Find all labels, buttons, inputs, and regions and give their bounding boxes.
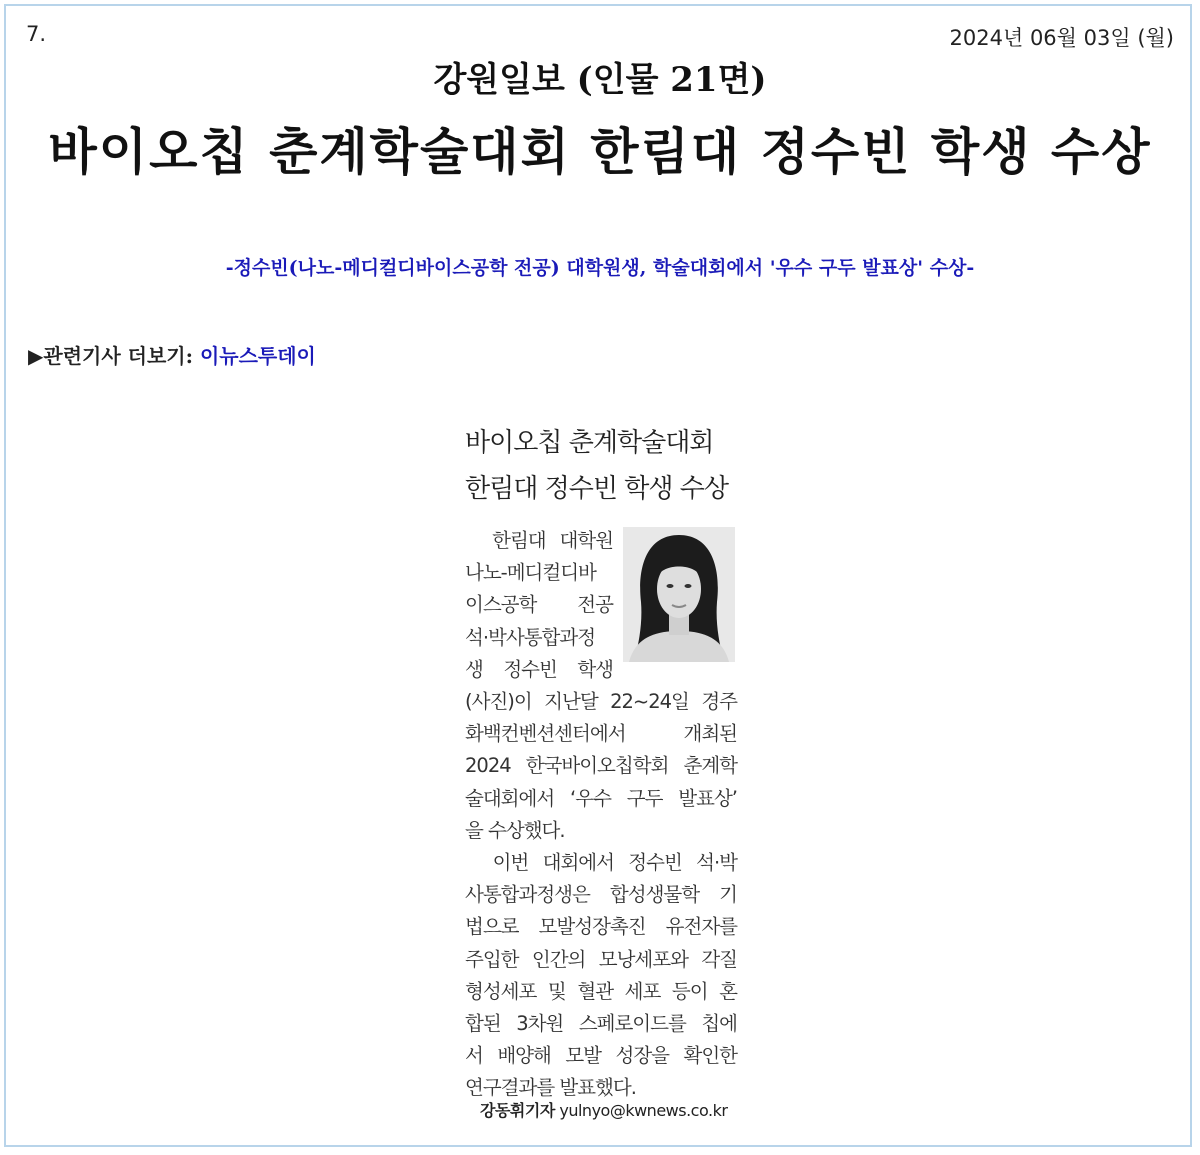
page-number: 7. [26, 22, 47, 46]
body-line: 이스공학 전공 [465, 593, 613, 617]
article-headline: 바이오칩 춘계학술대회 한림대 정수빈 학생 수상 [48, 122, 1152, 181]
body-line: 형성세포 및 혈관 세포 등이 혼 [465, 979, 737, 1003]
body-line: 법으로 모발성장촉진 유전자를 [465, 915, 737, 939]
related-label: ▶관련기사 더보기: [28, 344, 200, 368]
body-line: 을 수상했다. [465, 818, 565, 842]
related-articles [28, 340, 316, 369]
newspaper-source: 강원일보 (인물 21면) [433, 60, 767, 100]
body-line: 2024 한국바이오칩학회 춘계학 [465, 754, 737, 778]
body-line: 한림대 대학원 [465, 529, 613, 552]
body-line: 화백컨벤션센터에서 개최된 [465, 722, 737, 746]
body-line: 주입한 인간의 모낭세포와 각질 [465, 947, 737, 971]
body-line: 술대회에서 ‘우수 구두 발표상’ [465, 786, 737, 810]
article-subtitle: -정수빈(나노-메디컬디바이스공학 전공) 대학원생, 학술대회에서 '우수 구두 발표상' 수상- [225, 257, 975, 279]
body-line: 생 정수빈 학생 [465, 657, 613, 681]
publication-date: 2024년 06월 03일 (월) [949, 26, 1174, 50]
clipping-title-line-1: 바이오칩 춘계학술대회 [465, 428, 714, 458]
reporter-name: 강동휘기자 [480, 1101, 555, 1120]
clipping-title-line-2: 한림대 정수빈 학생 수상 [465, 474, 728, 504]
body-line: 이번 대회에서 정수빈 석·박 [465, 851, 737, 875]
reporter-email: yulnyo@kwnews.co.kr [559, 1101, 728, 1120]
reporter-byline [480, 1098, 727, 1121]
body-line: 사통합과정생은 합성생물학 기 [465, 883, 737, 907]
body-line: 나노-메디컬디바 [465, 561, 596, 585]
body-line: 서 배양해 모발 성장을 확인한 [465, 1044, 737, 1068]
related-article-link[interactable]: 이뉴스투데이 [199, 344, 316, 368]
body-line: 석·박사통합과정 [465, 625, 596, 649]
body-line: (사진)이 지난달 22~24일 경주 [465, 690, 737, 714]
body-line: 연구결과를 발표했다. [465, 1076, 636, 1100]
clipping-title [465, 420, 728, 512]
body-line: 합된 3차원 스페로이드를 칩에 [465, 1012, 737, 1036]
clipping-body [465, 525, 737, 1105]
